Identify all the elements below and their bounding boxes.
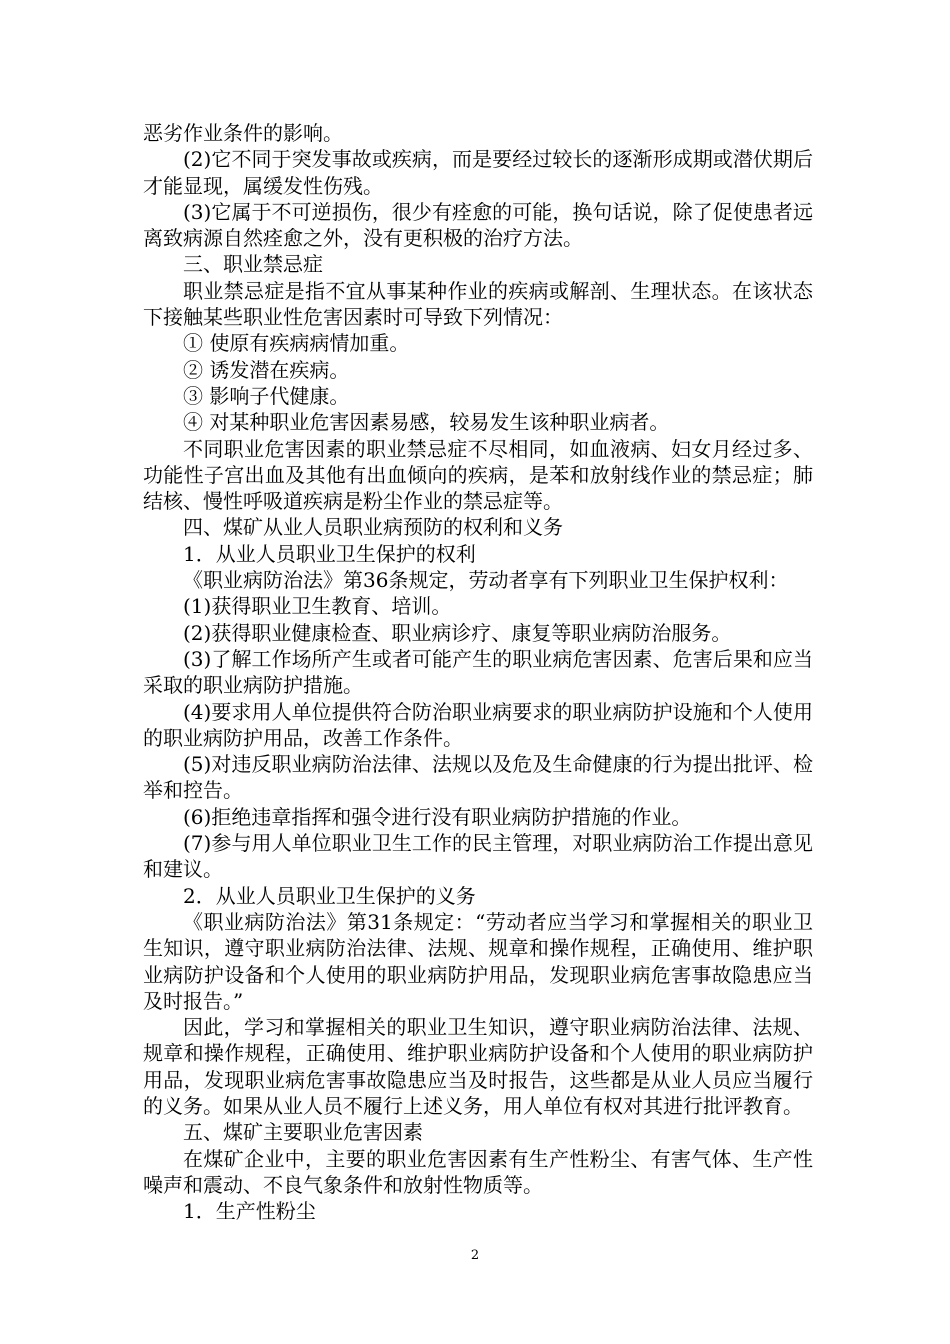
paragraph: (5)对违反职业病防治法律、法规以及危及生命健康的行为提出批评、检举和控告。 — [143, 752, 813, 803]
paragraph: 因此，学习和掌握相关的职业卫生知识，遵守职业病防治法律、法规、规章和操作规程，正确使用、维护职业病防护设备和个人使用的职业病防护用品，发现职业病危害事故隐患应当及时报告，这些都是从业人员应当履行的义务。如果从业人员不履行上述义务，用人单位有权对其进行批评教育。 — [143, 1015, 813, 1118]
paragraph: 在煤矿企业中，主要的职业危害因素有生产性粉尘、有害气体、生产性噪声和震动、不良气象条件和放射性物质等。 — [143, 1146, 813, 1197]
paragraph: ② 诱发潜在疾病。 — [183, 357, 350, 382]
paragraph: (6)拒绝违章指挥和强令进行没有职业病防护措施的作业。 — [183, 804, 692, 829]
paragraph: 四、煤矿从业人员职业病预防的权利和义务 — [183, 515, 563, 540]
paragraph: 1．从业人员职业卫生保护的权利 — [183, 541, 476, 566]
paragraph: (2)获得职业健康检查、职业病诊疗、康复等职业病防治服务。 — [183, 620, 732, 645]
paragraph: 职业禁忌症是指不宜从事某种作业的疾病或解剖、生理状态。在该状态下接触某些职业性危害因素时可导致下列情况： — [143, 278, 813, 330]
paragraph: 三、职业禁忌症 — [183, 252, 323, 277]
paragraph: 五、煤矿主要职业危害因素 — [183, 1120, 423, 1145]
paragraph: 《职业病防治法》第31条规定：“劳动者应当学习和掌握相关的职业卫生知识，遵守职业病防治法律、法规、规章和操作规程，正确使用、维护职业病防护设备和个人使用的职业病防护用品，发现职业病危害事故隐患应当及时报告。” — [143, 909, 813, 1013]
paragraph: (7)参与用人单位职业卫生工作的民主管理，对职业病防治工作提出意见和建议。 — [143, 831, 813, 882]
paragraph: 不同职业危害因素的职业禁忌症不尽相同，如血液病、妇女月经过多、功能性子宫出血及其他有出血倾向的疾病，是苯和放射线作业的禁忌症；肺结核、慢性呼吸道疾病是粉尘作业的禁忌症等。 — [143, 436, 813, 514]
paragraph: 2．从业人员职业卫生保护的义务 — [183, 883, 476, 908]
page-number: 2 — [470, 1248, 480, 1263]
paragraph: 恶劣作业条件的影响。 — [143, 121, 343, 145]
paragraph: (3)了解工作场所产生或者可能产生的职业病危害因素、危害后果和应当采取的职业病防护措施。 — [143, 646, 813, 698]
paragraph: ① 使原有疾病病情加重。 — [183, 331, 410, 356]
paragraph: (3)它属于不可逆损伤，很少有痊愈的可能，换句话说，除了促使患者远离致病源自然痊愈之外，没有更积极的治疗方法。 — [143, 199, 813, 251]
paragraph: ④ 对某种职业危害因素易感，较易发生该种职业病者。 — [183, 410, 670, 435]
paragraph: (1)获得职业卫生教育、培训。 — [183, 594, 452, 619]
paragraph: (4)要求用人单位提供符合防治职业病要求的职业病防护设施和个人使用的职业病防护用品，改善工作条件。 — [143, 699, 813, 750]
paragraph: (2)它不同于突发事故或疾病，而是要经过较长的逐渐形成期或潜伏期后才能显现，属缓发性伤残。 — [143, 147, 813, 198]
document-body — [143, 120, 813, 1224]
paragraph: 1．生产性粉尘 — [183, 1199, 316, 1224]
paragraph: ③ 影响子代健康。 — [183, 383, 350, 408]
paragraph: 《职业病防治法》第36条规定，劳动者享有下列职业卫生保护权利： — [183, 568, 789, 593]
